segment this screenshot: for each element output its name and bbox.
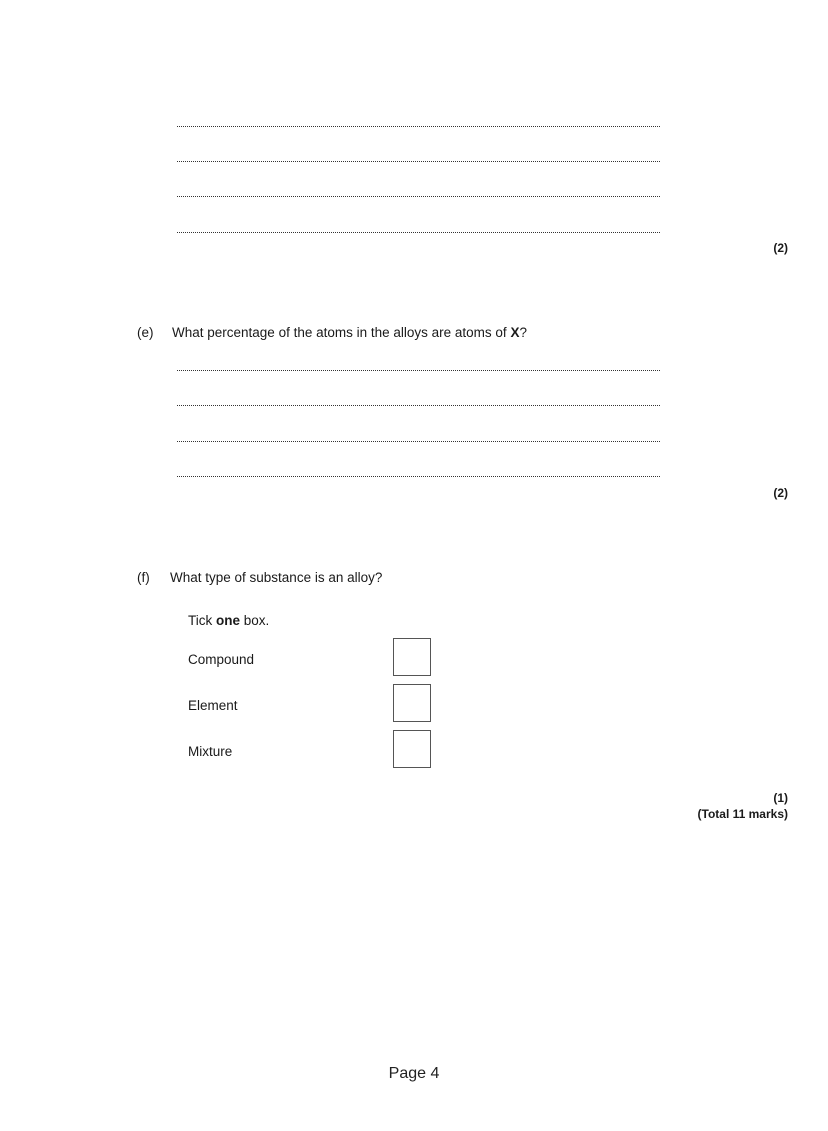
option-label-compound: Compound xyxy=(188,652,255,667)
marks-d: (2) xyxy=(773,241,788,255)
option-label-element: Element xyxy=(188,698,238,713)
question-text-e-bold: X xyxy=(510,325,520,340)
total-marks: (Total 11 marks) xyxy=(697,807,788,821)
tick-instruction-bold: one xyxy=(216,613,241,628)
answer-line-d-4[interactable] xyxy=(177,232,660,233)
tickbox-element[interactable] xyxy=(393,684,431,722)
answer-line-e-2[interactable] xyxy=(177,405,660,406)
tickbox-compound[interactable] xyxy=(393,638,431,676)
question-label-f: (f) xyxy=(137,570,150,585)
page-number: Page 4 xyxy=(388,1065,440,1082)
question-text-e-prefix: What percentage of the atoms in the alloys are atoms of xyxy=(172,325,511,340)
answer-line-e-3[interactable] xyxy=(177,441,660,442)
question-text-e xyxy=(172,325,527,340)
answer-line-e-4[interactable] xyxy=(177,476,660,477)
tick-instruction xyxy=(188,613,269,628)
tick-instruction-suffix: box. xyxy=(240,613,270,628)
marks-e: (2) xyxy=(773,486,788,500)
question-text-f: What type of substance is an alloy? xyxy=(170,570,383,585)
option-label-mixture: Mixture xyxy=(188,744,233,759)
answer-line-d-3[interactable] xyxy=(177,196,660,197)
marks-f-value: (1) xyxy=(773,791,788,805)
answer-line-d-1[interactable] xyxy=(177,126,660,127)
tick-instruction-prefix: Tick xyxy=(188,613,216,628)
tickbox-mixture[interactable] xyxy=(393,730,431,768)
question-text-e-suffix: ? xyxy=(519,325,527,340)
answer-line-d-2[interactable] xyxy=(177,161,660,162)
question-label-e: (e) xyxy=(137,325,154,340)
answer-line-e-1[interactable] xyxy=(177,370,660,371)
marks-f xyxy=(698,790,788,822)
